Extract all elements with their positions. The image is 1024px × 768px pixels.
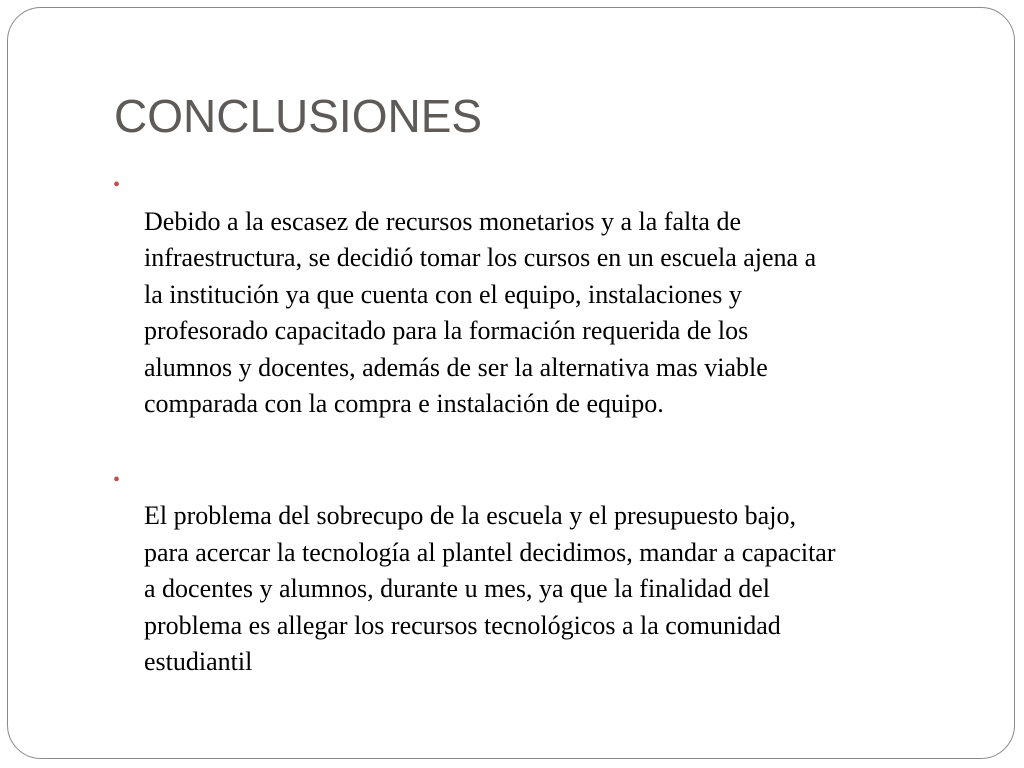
bullet-text-2: El problema del sobrecupo de la escuela y el presupuesto bajo, para acercar la tecnología al plantel decidimos, mandar a capacitar a docentes y alumnos, durante u mes, ya que la finalidad del problema es allegar los recursos tecnológicos a la comunidad estudiantil (144, 501, 836, 676)
bullet-list (113, 167, 963, 681)
bullet-item-2 (113, 462, 963, 681)
bullet-item-1 (113, 167, 963, 423)
bullet-text-1: Debido a la escasez de recursos monetarios y a la falta de infraestructura, se decidió tomar los cursos en un escuela ajena a la institución ya que cuenta con el equipo, instalaciones y profesorado capacitado para la formación requerida de los alumnos y docentes, además de ser la alternativa mas viable comparada con la compra e instalación de equipo. (144, 206, 817, 418)
bullet-icon: • (113, 468, 121, 491)
slide-title: CONCLUSIONES (114, 90, 483, 142)
bullet-icon: • (113, 174, 121, 196)
